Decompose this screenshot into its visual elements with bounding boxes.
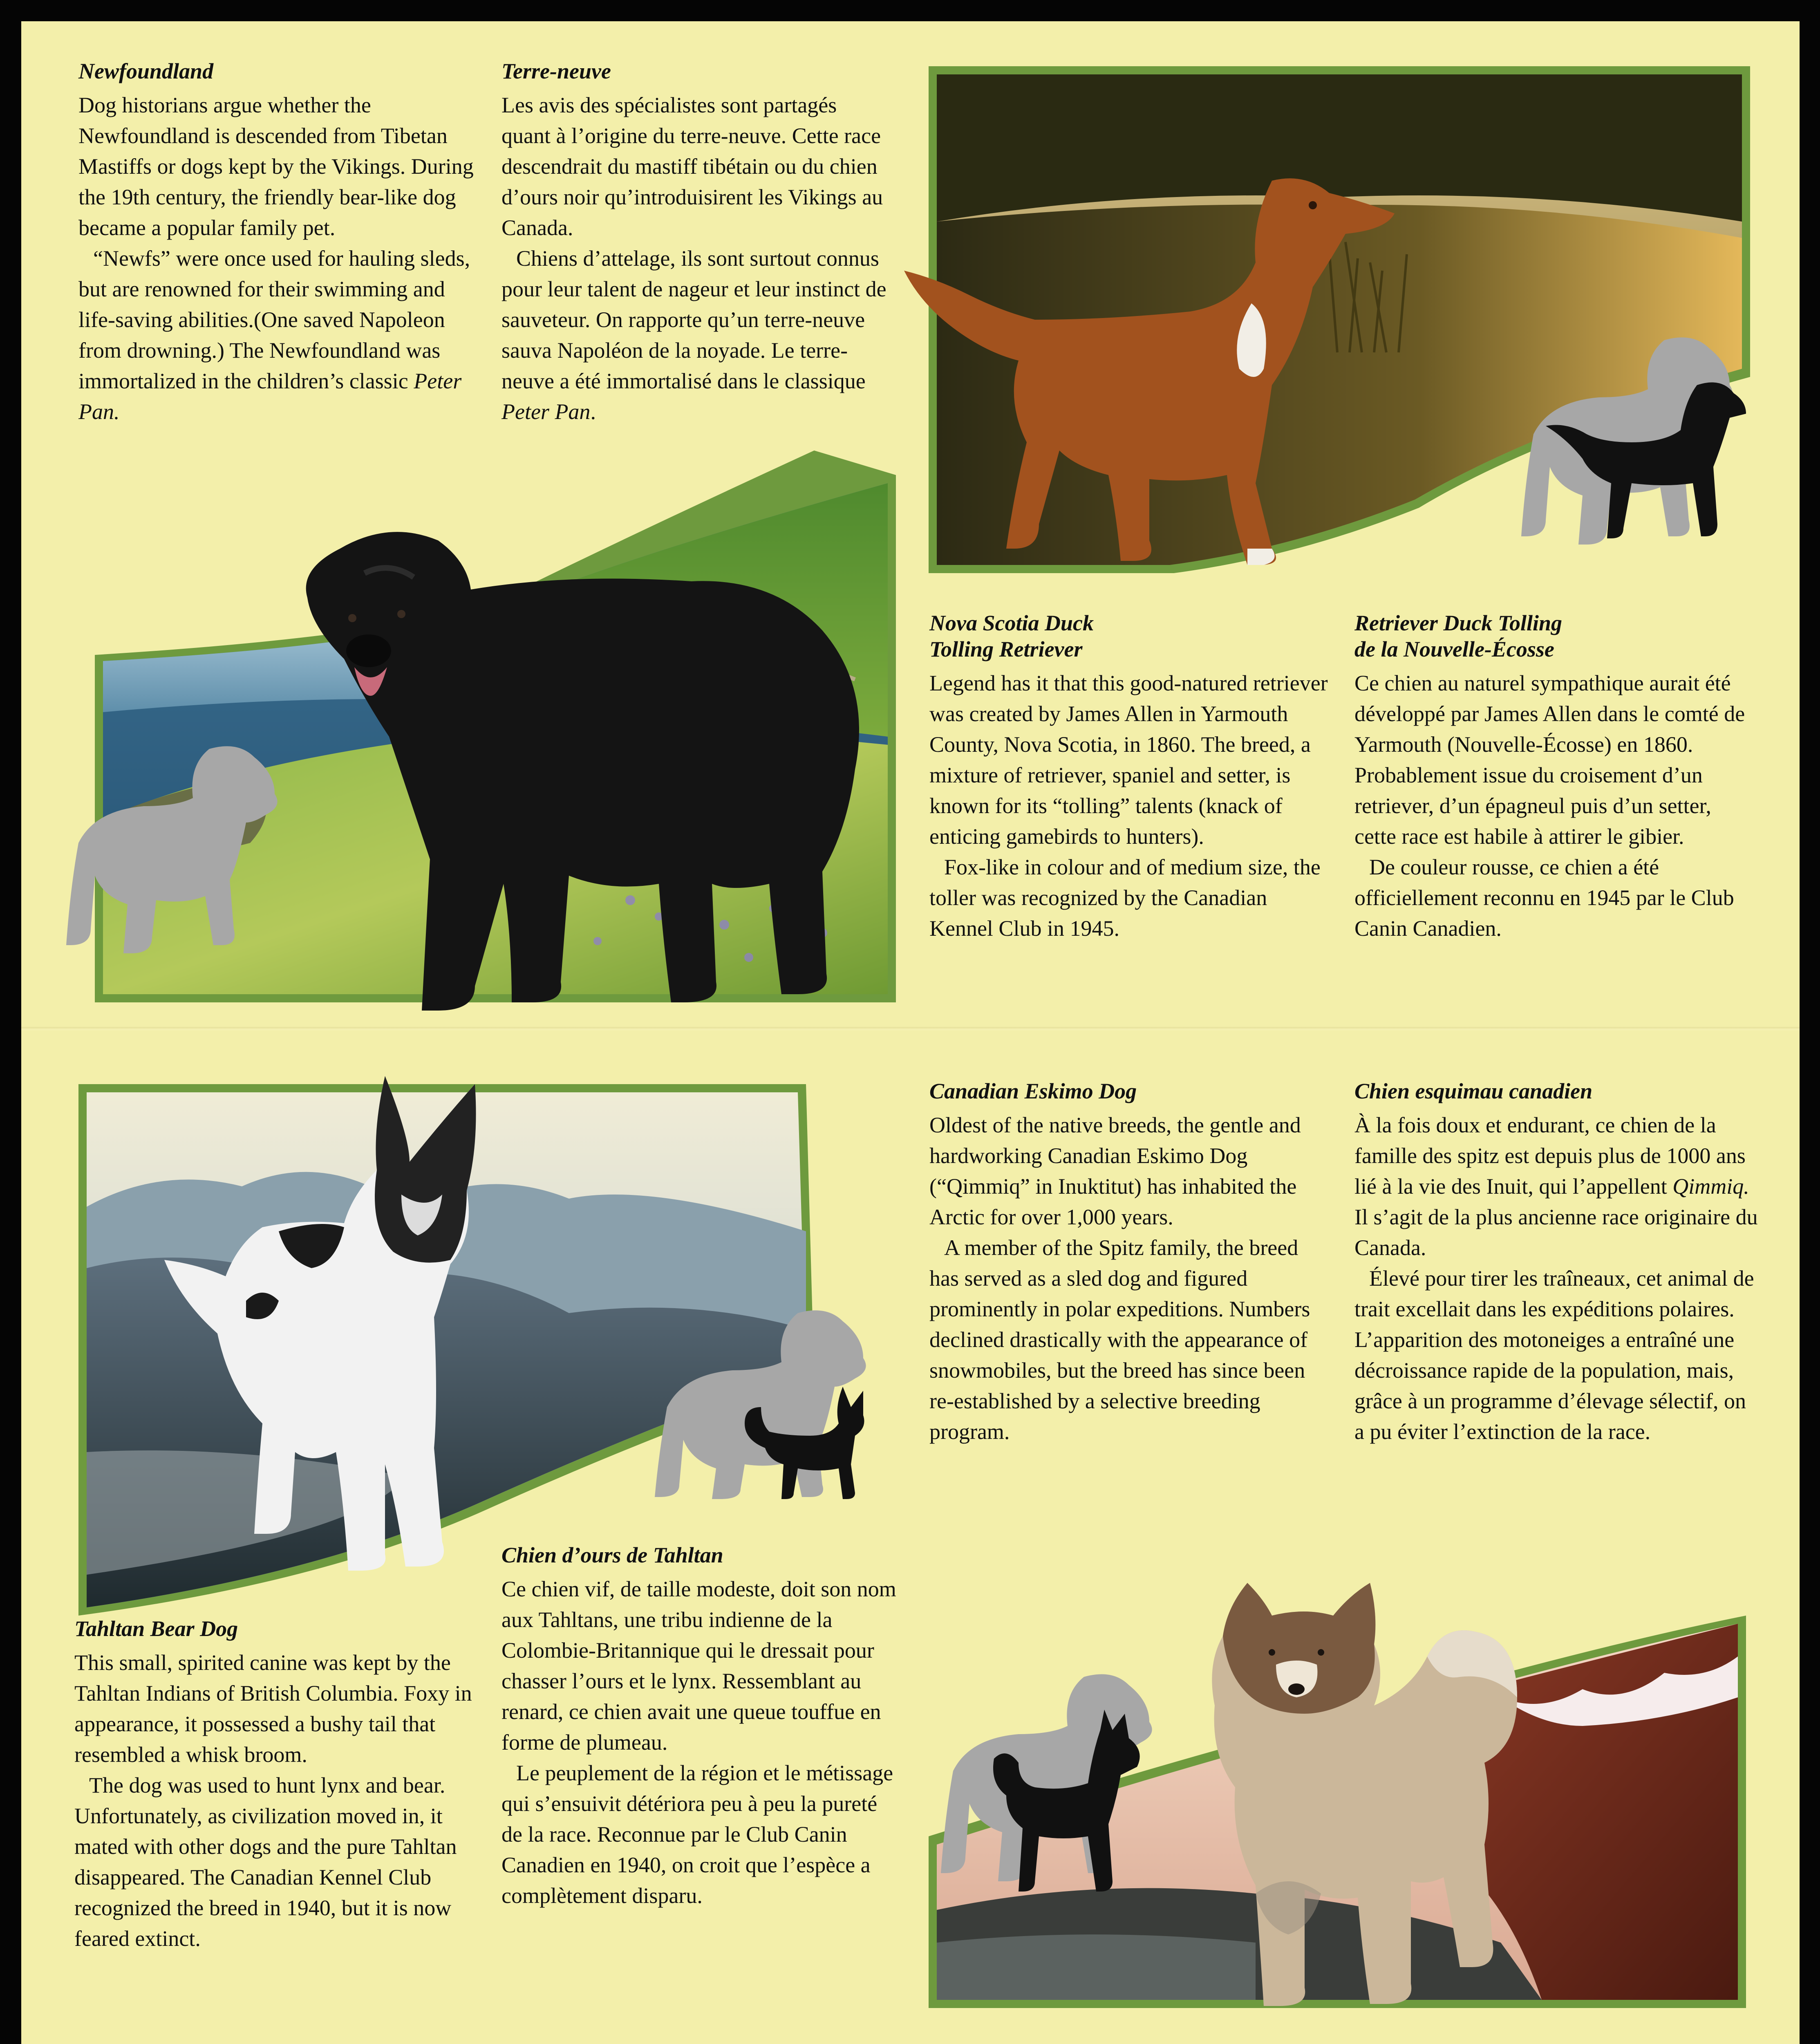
tahltan-french-text [501,1542,902,1911]
toller-dog-image [904,156,1427,569]
newfoundland-dog-image [283,524,896,1015]
qimmiq-word: Qimmiq. [1672,1174,1749,1199]
tahltan-silhouette-icon [737,1383,871,1501]
eskimo-fr-paragraph-1 [1354,1110,1759,1263]
toller-fr-paragraph-2: De couleur rousse, ce chien a été officiellement reconnu en 1945 par le Club Canin Canadien. [1354,855,1734,941]
peter-pan-title: Peter Pan. [78,369,462,424]
eskimo-paragraph-1: Oldest of the native breeds, the gentle and hardworking Canadian Eskimo Dog (“Qimmiq” in Inuktitut) has inhabited the Arctic for over 1,000 years. [929,1113,1301,1229]
brochure-page [21,21,1800,2044]
newfoundland-paragraph-2 [78,243,479,427]
tahltan-title: Tahltan Bear Dog [74,1616,238,1641]
tahltan-fr-paragraph-1: Ce chien vif, de taille modeste, doit son nom aux Tahltans, une tribu indienne de la Colombie-Britannique qui le dressait pour chasser l’ours et le lynx. Ressemblant au renard, ce chien avait une queue touffue en forme de plumeau. [501,1577,896,1755]
toller-paragraph-2: Fox-like in colour and of medium size, the toller was recognized by the Canadian Kennel Club in 1945. [929,855,1321,941]
eskimo-title: Canadian Eskimo Dog [929,1079,1137,1103]
terre-neuve-paragraph-2-text: Chiens d’attelage, ils sont surtout connus pour leur talent de nageur et leur instinct de sauveteur. On rapporte qu’un terre-neuve sauva Napoléon de la noyade. Le terre-neuve a été immortalisé dans le classique [501,246,886,393]
tahltan-english-text [74,1616,483,1954]
newfoundland-french-text [501,58,890,427]
eskimo-english-text [929,1078,1330,1447]
tahltan-title-fr: Chien d’ours de Tahltan [501,1543,723,1567]
toller-title-line-1: Nova Scotia Duck [929,611,1094,635]
tahltan-fr-paragraph-2: Le peuplement de la région et le métissage qui s’ensuivit détériora peu à peu la pureté de la race. Reconnue par le Club Canin Canadien en 1940, on croit que l’espèce a complètement disparu. [501,1761,893,1908]
newfoundland-title: Newfoundland [78,59,214,83]
toller-fr-paragraph-1: Ce chien au naturel sympathique aurait été développé par James Allen dans le comté de Yarmouth (Nouvelle-Écosse) en 1860. Probablement issue du croisement d’un retriever, d’un épagneul puis d’un setter, cette race est habile à attirer le gibier. [1354,671,1745,849]
toller-french-text [1354,610,1755,944]
toller-english-text [929,610,1330,944]
tahltan-paragraph-1: This small, spirited canine was kept by the Tahltan Indians of British Columbia. Foxy in appearance, it possessed a bushy tail that resembled a whisk broom. [74,1650,472,1767]
eskimo-silhouette-icon [982,1706,1153,1894]
peter-pan-title-fr: Peter Pan [501,399,591,424]
toller-paragraph-1: Legend has it that this good-natured retriever was created by James Allen in Yarmouth County, Nova Scotia, in 1860. The breed, a mixture of retriever, spaniel and setter, is known for its “tolling” talents (knack of enticing gamebirds to hunters). [929,671,1328,849]
eskimo-dog-image [1182,1575,1550,2008]
toller-silhouette-icon [1542,377,1754,540]
eskimo-paragraph-2: A member of the Spitz family, the breed has served as a sled dog and figured prominently in polar expeditions. Numbers declined drastically with the appearance of snowmobiles, but the breed has since been re-established by a selective breeding program. [929,1235,1310,1444]
toller-title-fr-line-2: de la Nouvelle-Écosse [1354,637,1554,661]
toller-title-fr-line-1: Retriever Duck Tolling [1354,611,1562,635]
newfoundland-paragraph-1: Dog historians argue whether the Newfoundland is descended from Tibetan Mastiffs or dogs kept by the Vikings. During the 19th century, the friendly bear-like dog became a popular family pet. [78,93,474,240]
page-fold-line [21,1027,1800,1030]
eskimo-fr-paragraph-1-end: Il s’agit de la plus ancienne race originaire du Canada. [1354,1205,1758,1260]
eskimo-french-text [1354,1078,1759,1447]
terre-neuve-title: Terre-neuve [501,59,611,83]
tahltan-dog-image [156,1072,524,1575]
newfoundland-english-text [78,58,479,427]
eskimo-fr-paragraph-2: Élevé pour tirer les traîneaux, cet animal de trait excellait dans les expéditions polaires. L’apparition des motoneiges a entraîné une décroissance rapide de la population, mais, grâce à un programme d’élevage sélectif, on a pu éviter l’extinction de la race. [1354,1266,1754,1444]
newfoundland-paragraph-2-text: “Newfs” were once used for hauling sleds, but are renowned for their swimming and life-saving abilities.(One saved Napoleon from drowning.) The Newfoundland was immortalized in the children’s classic [78,246,470,393]
toller-title [929,610,1330,662]
terre-neuve-period: . [590,399,596,424]
terre-neuve-paragraph-1: Les avis des spécialistes sont partagés quant à l’origine du terre-neuve. Cette race descendrait du mastiff tibétain ou du chien d’ours noir qu’introduisirent les Vikings au Canada. [501,93,883,240]
toller-title-fr [1354,610,1755,662]
eskimo-title-fr: Chien esquimau canadien [1354,1079,1593,1103]
newfoundland-silhouette-icon [62,741,291,961]
eskimo-fr-paragraph-1-text: À la fois doux et endurant, ce chien de la famille des spitz est depuis plus de 1000 ans lié à la vie des Inuit, qui l’appellent [1354,1113,1746,1199]
tahltan-paragraph-2: The dog was used to hunt lynx and bear. Unfortunately, as civilization moved in, it mated with other dogs and the pure Tahltan disappeared. The Canadian Kennel Club recognized the breed in 1940, but it is now feared extinct. [74,1773,457,1951]
terre-neuve-paragraph-2 [501,243,890,427]
toller-title-line-2: Tolling Retriever [929,637,1083,661]
